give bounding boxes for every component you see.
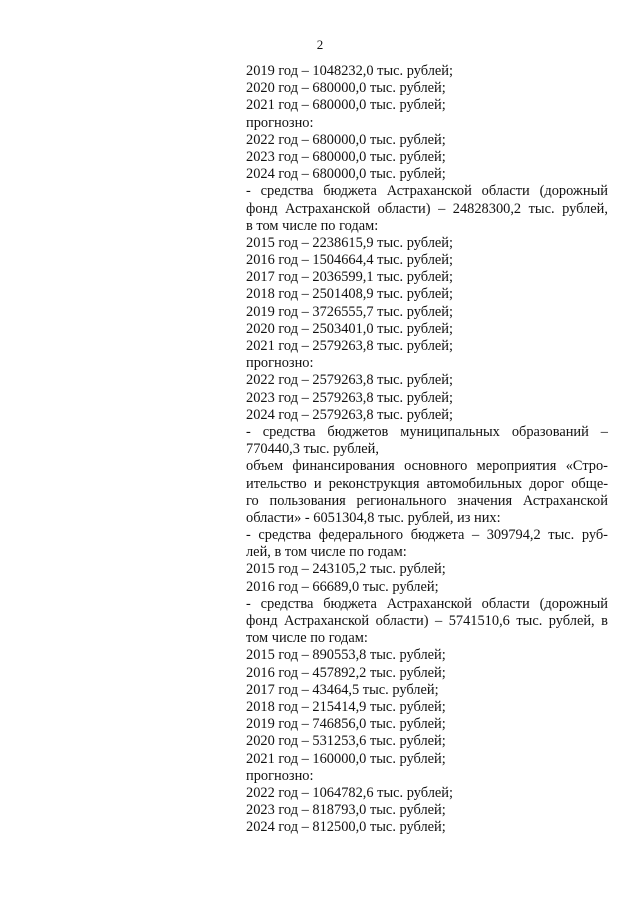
word: значения (457, 492, 513, 509)
text-line: 2022 год – 2579263,8 тыс. рублей; (246, 372, 453, 389)
text-line: 2022 год – 1064782,6 тыс. рублей; (246, 784, 453, 801)
word: фонд (246, 200, 278, 217)
word: Астраханской (284, 613, 370, 629)
word: области) (375, 613, 429, 629)
word: фонд (246, 613, 278, 629)
word: Астраханской (386, 183, 472, 200)
word: го (246, 492, 259, 509)
text-line: 2024 год – 680000,0 тыс. рублей; (246, 166, 446, 183)
word: Астраханской (285, 200, 371, 217)
funding-list-regional-construction (246, 647, 608, 836)
funding-list-federal-years (246, 63, 608, 183)
word: «Стро- (565, 458, 608, 475)
word: – (600, 423, 608, 440)
text-line: 2016 год – 457892,2 тыс. рублей; (246, 664, 446, 681)
text-line: 2018 год – 215414,9 тыс. рублей; (246, 698, 446, 715)
word: 5741510,6 (448, 613, 510, 629)
regional-construction-line-1 (246, 596, 608, 613)
word: объем (246, 458, 284, 475)
page-number: 2 (316, 37, 324, 52)
word: – (435, 613, 443, 629)
text-line: 2019 год – 1048232,0 тыс. рублей; (246, 63, 453, 79)
text-line: 2023 год – 818793,0 тыс. рублей; (246, 802, 446, 819)
word: - (246, 527, 251, 544)
word: средства (260, 595, 314, 612)
word: федерального (318, 527, 404, 544)
word: бюджета (410, 527, 465, 544)
document-body (246, 63, 608, 836)
word: мероприятия (476, 458, 557, 475)
word: – (471, 527, 480, 544)
word: ительство (246, 475, 307, 492)
funding-list-federal-construction (246, 561, 608, 595)
text-line: 2016 год – 1504664,4 тыс. рублей; (246, 252, 453, 269)
federal-budget-line-1 (246, 527, 608, 544)
text-line: 2017 год – 2036599,1 тыс. рублей; (246, 269, 453, 286)
regional-construction-line-3: том числе по годам: (246, 630, 368, 647)
text-line: 2015 год – 890553,8 тыс. рублей; (246, 647, 446, 664)
text-line: прогнозно: (246, 355, 314, 372)
regional-construction-line-2 (246, 613, 608, 630)
funding-volume-line-3 (246, 493, 608, 510)
word: 309794,2 (486, 527, 541, 544)
regional-budget-line-1 (246, 183, 608, 200)
word: в (601, 613, 608, 629)
word: бюджетов (327, 423, 389, 440)
text-line: 2021 год – 680000,0 тыс. рублей; (246, 97, 446, 114)
word: - (246, 595, 251, 612)
text-line: 2024 год – 812500,0 тыс. рублей; (246, 819, 446, 836)
word: рублей, (548, 613, 595, 629)
word: (дорожный (539, 595, 608, 612)
text-line: 2018 год – 2501408,9 тыс. рублей; (246, 286, 453, 303)
text-line: 2020 год – 531253,6 тыс. рублей; (246, 733, 446, 750)
text-line: 2019 год – 3726555,7 тыс. рублей; (246, 303, 453, 320)
text-line: прогнозно: (246, 767, 314, 784)
word: Астраханской (522, 492, 608, 509)
word: средства (262, 423, 316, 440)
word: 24828300,2 (452, 200, 522, 217)
municipal-budget-line-1 (246, 424, 608, 441)
word: тыс. (528, 200, 555, 217)
word: муниципальных (400, 423, 500, 440)
word: реконструкция (328, 475, 420, 492)
word: руб- (581, 527, 608, 544)
word: обще- (571, 475, 608, 492)
word: финансирования (292, 458, 395, 475)
regional-budget-line-3: в том числе по годам: (246, 217, 379, 234)
word: основного (404, 458, 468, 475)
text-line: 2015 год – 2238615,9 тыс. рублей; (246, 234, 453, 251)
regional-budget-line-2 (246, 201, 608, 218)
word: тыс. (516, 613, 543, 629)
word: - (246, 423, 251, 440)
word: тыс. (548, 527, 575, 544)
text-line: 2022 год – 680000,0 тыс. рублей; (246, 131, 446, 148)
word: регионального (356, 492, 447, 509)
text-line: 2021 год – 160000,0 тыс. рублей; (246, 750, 446, 767)
word: области) (377, 200, 431, 217)
text-line: 2019 год – 746856,0 тыс. рублей; (246, 716, 446, 733)
word: пользования (269, 492, 346, 509)
word: образований (511, 423, 589, 440)
word: дорог (529, 475, 565, 492)
text-line: 2020 год – 680000,0 тыс. рублей; (246, 80, 446, 97)
word: и (313, 475, 322, 492)
word: средства (260, 183, 314, 200)
text-line: 2017 год – 43464,5 тыс. рублей; (246, 681, 439, 698)
word: рублей, (562, 200, 608, 217)
word: (дорожный (539, 183, 608, 200)
word: бюджета (323, 183, 377, 200)
text-line: 2016 год – 66689,0 тыс. рублей; (246, 578, 439, 595)
federal-budget-line-2: лей, в том числе по годам: (246, 544, 407, 561)
word: Астраханской (386, 595, 472, 612)
funding-volume-line-2 (246, 476, 608, 493)
funding-volume-line-4: области» - 6051304,8 тыс. рублей, из них: (246, 509, 501, 526)
text-line: 2015 год – 243105,2 тыс. рублей; (246, 561, 446, 578)
text-line: 2023 год – 2579263,8 тыс. рублей; (246, 389, 453, 406)
text-line: 2021 год – 2579263,8 тыс. рублей; (246, 338, 453, 354)
word: области (481, 595, 530, 612)
word: бюджета (323, 595, 377, 612)
word: автомобильных (426, 475, 523, 492)
word: – (438, 200, 446, 217)
municipal-budget-line-2: 770440,3 тыс. рублей, (246, 441, 379, 458)
text-line: 2024 год – 2579263,8 тыс. рублей; (246, 406, 453, 423)
text-line: 2020 год – 2503401,0 тыс. рублей; (246, 320, 453, 337)
word: области (481, 183, 530, 200)
funding-volume-line-1 (246, 458, 608, 475)
text-line: прогнозно: (246, 114, 314, 131)
word: - (246, 183, 251, 200)
word: средства (258, 527, 312, 544)
text-line: 2023 год – 680000,0 тыс. рублей; (246, 148, 446, 165)
funding-list-regional-years (246, 235, 608, 424)
